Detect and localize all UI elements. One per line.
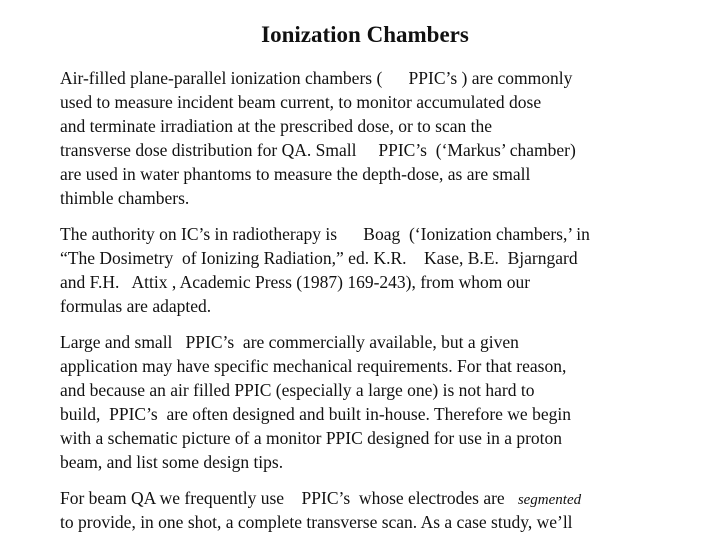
paragraph-design [60,330,720,474]
text-line: transverse dose distribution for QA. Small PPIC’s (‘Markus’ chamber) [60,140,576,160]
text-line: and because an air filled PPIC (especially a large one) is not hard to [60,380,535,400]
text-line: The authority on IC’s in radiotherapy is Boag (‘Ionization chambers,’ in [60,224,590,244]
text-line: with a schematic picture of a monitor PPIC designed for use in a proton [60,428,563,448]
text-line: “The Dosimetry of Ionizing Radiation,” ed. K.R. Kase, B.E. Bjarngard [60,248,578,268]
text-line: and F.H. Attix , Academic Press (1987) 169-243), from whom our [60,272,531,292]
text-line: beam, and list some design tips. [60,452,284,472]
text-line: Large and small PPIC’s are commercially available, but a given [60,332,519,352]
text-line: thimble chambers. [60,188,190,208]
paragraph-ppic-intro [60,66,720,210]
paragraph-authority [60,222,720,318]
text-line: to provide, in one shot, a complete transverse scan. As a case study, we’ll [60,512,573,532]
text-line: are used in water phantoms to measure the depth-dose, as are small [60,164,531,184]
text-line [60,486,720,510]
text-line: build, PPIC’s are often designed and built in-house. Therefore we begin [60,404,571,424]
paragraph-beam-qa [60,486,720,534]
text-line: formulas are adapted. [60,296,212,316]
text-line: and terminate irradiation at the prescribed dose, or to scan the [60,116,492,136]
italic-word: segmented [517,492,582,508]
text-line: application may have specific mechanical requirements. For that reason, [60,356,567,376]
text-span: For beam QA we frequently use PPIC’s whose electrodes are [60,488,518,508]
page-title: Ionization Chambers [261,22,469,47]
text-line: used to measure incident beam current, to monitor accumulated dose [60,92,542,112]
text-line: Air-filled plane-parallel ionization chambers ( PPIC’s ) are commonly [60,68,573,88]
